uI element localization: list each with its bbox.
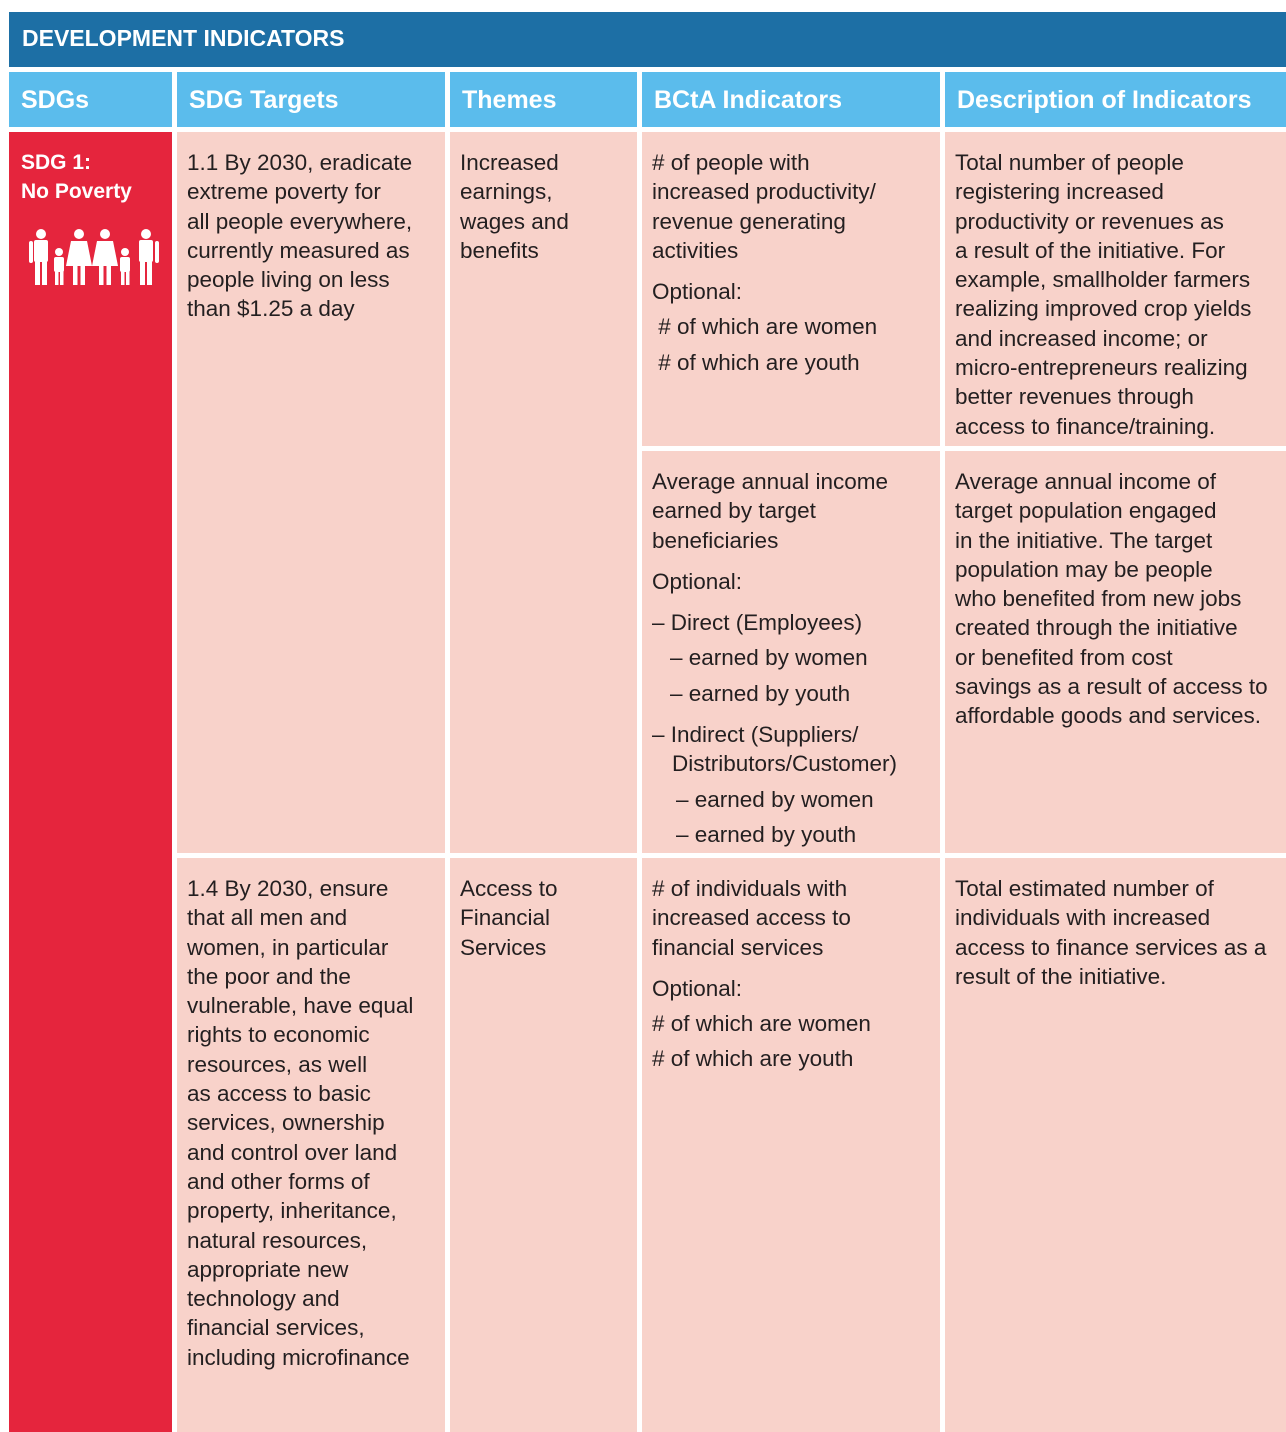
- table-banner: DEVELOPMENT INDICATORS: [9, 12, 1286, 67]
- indicator-text-line: revenue generating: [652, 208, 846, 234]
- indicator-text-line: # of individuals with: [652, 876, 848, 901]
- description-text-line: who benefited from new jobs: [955, 586, 1242, 612]
- theme-text-line: wages and: [460, 208, 569, 234]
- indicator-text-line: beneficiaries: [652, 527, 779, 553]
- theme-text-line: earnings,: [460, 179, 553, 205]
- header-themes: Themes: [450, 72, 637, 127]
- optional-label: Optional:: [652, 279, 743, 305]
- target-text-line: including microfinance: [187, 1344, 410, 1370]
- description-text-line: affordable goods and services.: [955, 703, 1262, 729]
- description-text-line: realizing improved crop yields: [955, 296, 1252, 322]
- description-text-line: micro-entrepreneurs realizing: [955, 355, 1248, 381]
- indicator-text-line: activities: [652, 237, 739, 263]
- description-text-line: or benefited from cost: [955, 644, 1173, 670]
- optional-item: – Indirect (Suppliers/: [652, 722, 859, 748]
- description-text-line: savings as a result of access to: [955, 674, 1268, 700]
- target-text-line: currently measured as: [187, 237, 410, 263]
- theme-text-line: Increased: [460, 150, 559, 175]
- target-text-line: 1.4 By 2030, ensure: [187, 876, 389, 901]
- sdg-cell: [9, 132, 172, 1432]
- header-sdg-targets: SDG Targets: [177, 72, 445, 127]
- target-text-line: people living on less: [187, 267, 390, 293]
- indicator-financial-access-cell: [642, 858, 940, 1432]
- family-icon: [27, 228, 161, 286]
- target-1-4-cell: [177, 858, 445, 1432]
- theme-text-line: Services: [460, 934, 547, 960]
- target-text-line: vulnerable, have equal: [187, 993, 414, 1019]
- optional-subitem: – earned by women: [670, 645, 868, 671]
- description-text-line: target population engaged: [955, 498, 1217, 524]
- theme-text-line: benefits: [460, 237, 539, 263]
- description-text-line: in the initiative. The target: [955, 527, 1213, 553]
- target-text-line: than $1.25 a day: [187, 296, 355, 322]
- header-bcta-indicators: BCtA Indicators: [642, 72, 940, 127]
- optional-subitem: – earned by women: [676, 786, 874, 812]
- sdg-name: No Poverty: [21, 180, 132, 203]
- target-text-line: property, inheritance,: [187, 1198, 397, 1224]
- optional-label: Optional:: [652, 568, 743, 594]
- description-income-cell: [945, 451, 1286, 853]
- optional-subitem: – earned by youth: [670, 680, 851, 706]
- description-text-line: result of the initiative.: [955, 963, 1167, 989]
- optional-item: # of which are youth: [652, 349, 860, 375]
- target-text-line: extreme poverty for: [187, 179, 381, 205]
- target-text-line: appropriate new: [187, 1256, 349, 1282]
- description-text-line: registering increased: [955, 179, 1164, 205]
- description-text-line: Total estimated number of: [955, 876, 1214, 901]
- target-text-line: technology and: [187, 1286, 340, 1312]
- indicator-text-line: financial services: [652, 934, 824, 960]
- indicator-productivity-cell: [642, 132, 940, 446]
- indicator-text-line: # of people with: [652, 150, 810, 175]
- description-text-line: Average annual income of: [955, 469, 1217, 494]
- target-text-line: rights to economic: [187, 1022, 370, 1048]
- target-text-line: that all men and: [187, 905, 348, 931]
- description-text-line: population may be people: [955, 556, 1213, 582]
- target-text-line: natural resources,: [187, 1227, 368, 1253]
- optional-item: Distributors/Customer): [672, 751, 898, 777]
- description-text-line: better revenues through: [955, 384, 1194, 410]
- description-text-line: access to finance services as a: [955, 934, 1267, 960]
- target-text-line: 1.1 By 2030, eradicate: [187, 150, 413, 175]
- indicator-text-line: Average annual income: [652, 469, 888, 494]
- target-text-line: services, ownership: [187, 1110, 385, 1136]
- optional-item: # of which are women: [652, 314, 878, 340]
- description-text-line: individuals with increased: [955, 905, 1211, 931]
- optional-item: # of which are women: [652, 1011, 871, 1037]
- optional-label: Optional:: [652, 975, 743, 1001]
- theme-earnings-cell: [450, 132, 637, 853]
- indicator-text-line: earned by target: [652, 498, 816, 524]
- description-text-line: access to finance/training.: [955, 413, 1216, 439]
- optional-item: – Direct (Employees): [652, 610, 863, 636]
- description-text-line: Total number of people: [955, 150, 1184, 175]
- description-text-line: a result of the initiative. For: [955, 237, 1226, 263]
- theme-text-line: Access to: [460, 876, 558, 901]
- target-text-line: as access to basic: [187, 1081, 371, 1107]
- indicator-text-line: increased access to: [652, 905, 851, 931]
- indicator-text-line: increased productivity/: [652, 179, 876, 205]
- header-description: Description of Indicators: [945, 72, 1286, 127]
- description-productivity-cell: [945, 132, 1286, 446]
- target-text-line: the poor and the: [187, 963, 351, 989]
- description-text-line: productivity or revenues as: [955, 208, 1224, 234]
- header-sdgs: SDGs: [9, 72, 172, 127]
- target-text-line: resources, as well: [187, 1051, 368, 1077]
- description-text-line: example, smallholder farmers: [955, 267, 1251, 293]
- target-text-line: financial services,: [187, 1315, 365, 1341]
- target-text-line: women, in particular: [187, 934, 389, 960]
- theme-text-line: Financial: [460, 905, 551, 931]
- description-text-line: created through the initiative: [955, 615, 1238, 641]
- optional-subitem: – earned by youth: [676, 821, 857, 847]
- description-text-line: and increased income; or: [955, 325, 1208, 351]
- description-financial-access-cell: [945, 858, 1286, 1432]
- target-text-line: all people everywhere,: [187, 208, 413, 234]
- indicator-income-cell: [642, 451, 940, 853]
- target-text-line: and other forms of: [187, 1168, 370, 1194]
- theme-financial-cell: [450, 858, 637, 1432]
- optional-item: # of which are youth: [652, 1046, 854, 1072]
- sdg-number: SDG 1:: [21, 151, 92, 174]
- target-1-1-cell: [177, 132, 445, 853]
- target-text-line: and control over land: [187, 1139, 398, 1165]
